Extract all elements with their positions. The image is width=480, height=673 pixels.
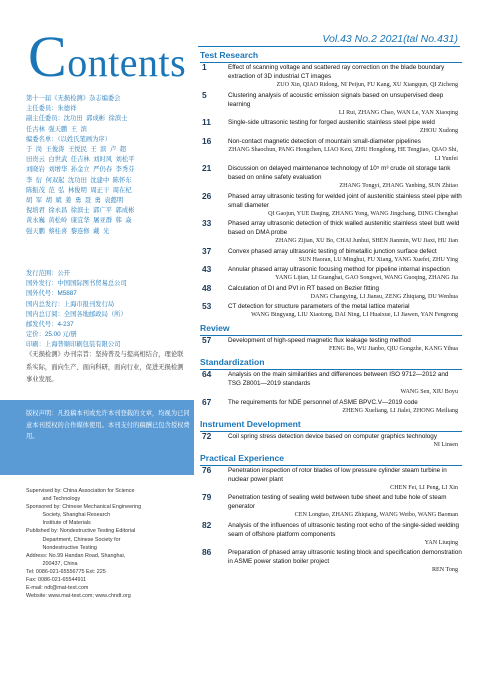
board-line: 胡 军 胡 斌 姜 勇 聂 勇 袁懿明 (26, 197, 124, 205)
article-title: Non-contact magnetic detection of mountain small-diameter pipelines (228, 137, 421, 145)
article-title: The requirements for NDE personnel of ASME BPVC.V—2019 code (228, 398, 418, 406)
english-info-line: and Technology (26, 496, 81, 503)
board-line: 主任委员：朱德祥 (26, 105, 77, 113)
section-header (200, 452, 462, 466)
table-of-contents (200, 47, 462, 576)
article-authors: ZHANG Shaochun, PANG Hongchen, LIAO Kexi, ZHU Hongdong, HE Tengjiao, QIAO Shi, LI Yunfei (228, 146, 458, 162)
article-authors: CEN Longtao, ZHANG Zhiqiang, WANG Weibo, WANG Baoman (294, 512, 458, 518)
page-number: 79 (202, 492, 212, 502)
toc-entry[interactable] (200, 164, 462, 191)
section-title: Instrument Development (200, 418, 301, 429)
article-title: Annular phased array ultrasonic focusing method for pipeline internal inspection (228, 266, 450, 273)
page-number: 82 (202, 519, 212, 530)
english-info-line: Supervised by: China Association for Science (26, 488, 135, 494)
toc-entry[interactable] (200, 192, 462, 219)
board-line: 刘晓岩 刘增华 孙金立 严仍春 李秀芬 (26, 166, 135, 174)
english-info-line: Institute of Materials (26, 520, 91, 527)
toc-entry[interactable] (200, 493, 462, 520)
publication-line: 国外发行：中国国际图书贸易总公司 (26, 280, 127, 288)
board-line: 黄永巍 黄松岭 康宜华 屠亚群 韩 焱 (26, 217, 132, 225)
board-line: 李 衍 何双起 沈功田 沈建中 陈怀东 (26, 176, 132, 184)
section-title: Review (200, 323, 230, 333)
publication-line: 国内总订阅：全国各地邮政局（所） (26, 310, 127, 318)
english-info-line: Nondestructive Testing (26, 544, 97, 551)
toc-entry[interactable] (200, 466, 462, 493)
board-line: 第十一届《无损检测》杂志编委会 (26, 95, 121, 102)
article-title: Development of high-speed magnetic flux leakage testing method (228, 337, 411, 344)
publication-line: 发行范围：公开 (26, 270, 71, 277)
board-line: 副主任委员：沈功田 郭成彬 徐滨士 (26, 115, 128, 123)
article-title: CT detection for structure parameters of the metal lattice material (228, 303, 410, 310)
toc-entry[interactable] (200, 219, 462, 246)
page-number: 67 (202, 396, 212, 407)
mission-statement: 《无损检测》办刊宗旨：坚持普及与提高相结合，理论联系实际，面向生产、面向科研，面向行业，促进无损检测事业发展。 (26, 351, 184, 383)
page-number: 26 (202, 190, 212, 201)
toc-entry[interactable] (200, 398, 462, 416)
board-line: 强天鹏 蔡桂喜 黎连修 戴 光 (26, 227, 110, 235)
article-authors: LI Rui, ZHANG Chao, WAN Le, YAN Xiaoqing (338, 109, 458, 116)
page-number: 43 (202, 264, 212, 274)
page-number: 57 (202, 335, 212, 345)
section-header (200, 49, 462, 63)
article-authors: ZUO Xin, QIAO Ridong, NI Peijun, FU Kang, XU Xiangqun, QI Zicheng (276, 82, 458, 88)
article-title: Penetration testing of sealing weld between tube sheet and tube hole of steam generator (228, 494, 447, 510)
publication-info (26, 269, 196, 351)
toc-entry[interactable] (200, 302, 462, 320)
logo-initial: C (28, 24, 68, 89)
toc-entry[interactable] (200, 118, 462, 136)
page-number: 16 (202, 135, 212, 146)
english-info-line: Address: No.99 Handan Road, Shanghai, (26, 552, 126, 559)
article-authors: REN Tong (431, 567, 458, 573)
toc-entry[interactable] (200, 247, 462, 265)
article-authors: SUN Haoran, LU Minghui, FU Xiang, YANG Xuefei, ZHU Ying (298, 256, 458, 263)
english-info-line: Sponsored by: Chinese Mechanical Engineering (26, 504, 142, 511)
page-number: 11 (202, 117, 211, 127)
article-title: Preparation of phased array ultrasonic testing block and specification demonstration in ASME power station boiler project (228, 549, 462, 565)
toc-entry[interactable] (200, 284, 462, 302)
article-authors: CHEN Fei, LI Peng, LI Xin (390, 484, 458, 491)
page-number: 72 (202, 430, 212, 441)
article-title: Penetration inspection of rotor blades of low pressure cylinder steam turbine in nuclear power plant (228, 466, 447, 483)
article-title: Discussion on delayed maintenance technology of 10⁵ m³ crude oil storage tank based on online safety evaluation (228, 165, 451, 181)
copyright-statement: 版权声明：凡投稿本刊或允许本刊登载的文章，均视为已同意本刊授权的合作媒体使用。本刊支付的稿酬已包含授权费用。 (26, 410, 190, 440)
section-title: Test Research (200, 50, 259, 60)
article-authors: ZHANG Tongyi, ZHANG Yanbing, SUN Zhitao (339, 183, 458, 189)
article-authors: DANG Changying, LI Jiansu, ZENG Zhiqiang, DU Wenhua (310, 293, 458, 300)
article-title: Convex phased array ultrasonic testing of bimetallic junction surface defect (228, 247, 437, 255)
article-authors: FENG Bo, WU Jianbo, QIU Gongzhe, KANG Yihua (329, 346, 458, 352)
page-number: 21 (202, 163, 212, 173)
article-authors: YAN Liuqing (424, 539, 458, 546)
article-title: Analysis on the main similarities and differences between ISO 9712—2012 and TSG Z8001—2019 standards (228, 371, 449, 387)
page-number: 33 (202, 218, 212, 228)
article-authors: ZHANG Zijian, XU Bo, CHAI Junhui, SHEN Jianmin, WU Jiaxi, HU Jian (275, 238, 458, 244)
toc-entry[interactable] (200, 336, 462, 354)
contents-logo (28, 24, 187, 89)
board-line: 陈振茂 范 弘 林俊明 周正干 周在杞 (26, 186, 132, 194)
section-header (200, 356, 462, 370)
english-info-line: Tel: 0086-021-65556775 Ext: 225 (26, 568, 106, 575)
board-line: 编委名单：（以姓氏笔画为序） (26, 135, 112, 143)
page-number: 5 (202, 89, 207, 100)
article-authors: YANG Lijian, LI Guanghai, GAO Songwei, WANG Guoqing, ZHANG Jia (275, 275, 458, 281)
article-authors: ZHENG Xueliang, LI Jialei, ZHONG Meiliang (342, 407, 458, 414)
board-line: 田贵云 白世武 任吉林 刘时风 刘松平 (26, 156, 135, 164)
english-info-line: Published by: Nondestructive Testing Editorial (26, 528, 136, 535)
board-line: 倪培君 徐永昌 徐滨士 郭广平 郭成彬 (26, 207, 135, 215)
page-number: 64 (202, 369, 212, 379)
toc-entry[interactable] (200, 548, 462, 575)
page-number: 53 (202, 301, 212, 311)
article-authors: WANG Sen, XIU Boyu (400, 389, 458, 395)
toc-entry[interactable] (200, 370, 462, 397)
logo-rest: ontents (67, 40, 187, 85)
english-info-line: Website: www.mat-test.com; www.chndt.org (26, 593, 131, 600)
toc-entry[interactable] (200, 432, 462, 450)
page-number: 76 (202, 464, 212, 475)
english-info-line: Fax: 0086-021-65544911 (26, 577, 87, 584)
toc-entry[interactable] (200, 91, 462, 118)
board-line: 于 岗 王俊涛 王悦民 王 滨 卢 超 (26, 146, 127, 154)
article-authors: NI Linsen (433, 441, 458, 448)
publication-line: 定价：25.00 元/册 (26, 331, 77, 339)
article-title: Analysis of the influences of ultrasonic testing root echo of the single-sided welding seam of offshore platform components (228, 521, 460, 538)
article-title: Calculation of DI and PVI in RT based on Bezier fitting (228, 284, 379, 292)
article-authors: QI Gaojun, YUE Daqing, ZHANG Yong, WANG Jingchang, DING Chenghai (268, 210, 458, 217)
article-title: Effect of scanning voltage and scattered ray correction on the blade boundary extraction of 3D industrial CT images (228, 64, 445, 80)
article-authors: WANG Bingyang, LIU Xiaotong, DAI Ning, LI Huaixue, LI Jiawen, YAN Fengrong (251, 312, 458, 318)
article-authors: ZHOU Xudong (419, 128, 458, 134)
page-number: 1 (202, 62, 207, 72)
page-number: 37 (202, 245, 212, 256)
english-info-line: E-mail: ndt@mat-test.com (26, 585, 89, 592)
english-info-line: 200437, China (26, 560, 78, 567)
article-title: Clustering analysis of acoustic emission signals based on unsupervised deep learning (228, 91, 444, 108)
toc-entry[interactable] (200, 265, 462, 283)
article-title: Phased array ultrasonic testing for welded joint of austenitic stainless steel pipe with small diameter (228, 192, 462, 209)
publication-line: 印刷：上海普顺印刷包装有限公司 (26, 341, 121, 349)
toc-entry[interactable] (200, 137, 462, 164)
publication-line: 国内总发行：上海市报刊发行局 (26, 300, 115, 308)
board-line: 任古林 强天鹏 王 滨 (26, 125, 87, 133)
toc-entry[interactable] (200, 521, 462, 548)
english-publisher-info (26, 487, 191, 600)
page-number: 48 (202, 282, 212, 293)
section-header (200, 322, 462, 336)
english-info-line: Department, Chinese Society for (26, 536, 121, 543)
page-number: 86 (202, 547, 212, 557)
article-title: Phased array ultrasonic detection of thick walled austenitic stainless steel butt weld based on DMA probe (228, 220, 460, 236)
section-title: Standardization (200, 357, 265, 367)
article-title: Coil spring stress detection device based on computer graphics technology (228, 432, 437, 440)
publication-line: 国外代号：M5887 (26, 290, 77, 298)
english-info-line: Society, Shanghai Research (26, 512, 111, 519)
section-header (200, 418, 462, 432)
section-title: Practical Experience (200, 452, 285, 463)
toc-entry[interactable] (200, 63, 462, 90)
publication-line: 邮发代号：4-237 (26, 321, 74, 329)
article-title: Single-side ultrasonic testing for forged austenitic stainless steel pipe weld (228, 119, 435, 126)
issue-number: Vol.43 No.2 2021(tal No.431) (322, 33, 458, 45)
editorial-board (26, 94, 196, 237)
